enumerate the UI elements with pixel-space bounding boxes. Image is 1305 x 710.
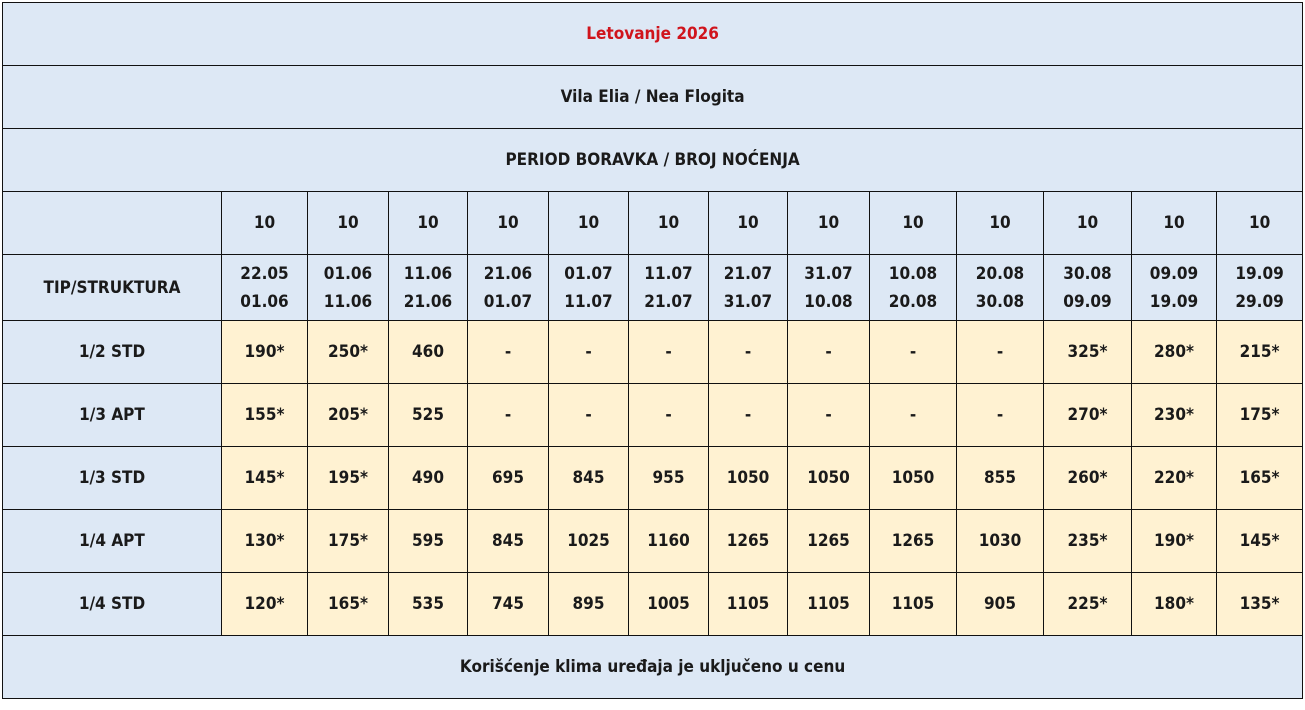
price-cell: - <box>549 384 629 447</box>
price-cell: 535 <box>389 573 468 636</box>
period-dates-cell <box>957 255 1044 321</box>
period-to: 21.06 <box>403 291 453 312</box>
footer-note: Korišćenje klima uređaja je uključeno u cenu <box>3 636 1303 699</box>
period-from: 01.07 <box>564 263 613 284</box>
price-cell: 745 <box>468 573 549 636</box>
price-cell: 695 <box>468 447 549 510</box>
period-dates-cell <box>1044 255 1132 321</box>
price-cell: 215* <box>1217 321 1303 384</box>
period-dates-cell <box>389 255 468 321</box>
nights-cell: 10 <box>629 192 709 255</box>
price-cell: 1265 <box>788 510 870 573</box>
price-cell: 905 <box>957 573 1044 636</box>
price-cell: 325* <box>1044 321 1132 384</box>
period-from: 19.09 <box>1235 263 1284 284</box>
price-cell: 220* <box>1132 447 1217 510</box>
period-to: 11.06 <box>323 291 373 312</box>
period-to: 19.09 <box>1149 291 1199 312</box>
period-from: 20.08 <box>975 263 1025 284</box>
price-cell: 190* <box>1132 510 1217 573</box>
dates-row <box>3 255 1303 321</box>
table-row <box>3 321 1303 384</box>
period-from: 10.08 <box>888 263 938 284</box>
price-cell: 1005 <box>629 573 709 636</box>
nights-cell: 10 <box>1044 192 1132 255</box>
nights-cell: 10 <box>389 192 468 255</box>
price-cell: 145* <box>1217 510 1303 573</box>
price-cell: 845 <box>468 510 549 573</box>
price-cell: - <box>709 321 788 384</box>
price-cell: 250* <box>308 321 389 384</box>
table-row <box>3 573 1303 636</box>
room-type-cell: 1/2 STD <box>3 321 222 384</box>
price-cell: 260* <box>1044 447 1132 510</box>
price-cell: - <box>957 384 1044 447</box>
price-cell: 145* <box>222 447 308 510</box>
price-cell: 175* <box>308 510 389 573</box>
price-cell: 180* <box>1132 573 1217 636</box>
price-cell: - <box>870 384 957 447</box>
nights-cell: 10 <box>788 192 870 255</box>
nights-row <box>3 192 1303 255</box>
period-to: 11.07 <box>564 291 613 312</box>
period-from: 22.05 <box>240 263 289 284</box>
period-from: 11.07 <box>644 263 693 284</box>
room-type-cell: 1/4 APT <box>3 510 222 573</box>
nights-cell: 10 <box>870 192 957 255</box>
period-to: 01.06 <box>240 291 289 312</box>
period-to: 10.08 <box>804 291 853 312</box>
hotel-name: Vila Elia / Nea Flogita <box>3 66 1303 129</box>
period-to: 30.08 <box>975 291 1025 312</box>
period-to: 01.07 <box>483 291 533 312</box>
price-cell: 280* <box>1132 321 1217 384</box>
nights-cell: 10 <box>957 192 1044 255</box>
price-cell: - <box>549 321 629 384</box>
period-dates-cell <box>468 255 549 321</box>
price-cell: - <box>468 384 549 447</box>
price-cell: 155* <box>222 384 308 447</box>
price-cell: 1105 <box>870 573 957 636</box>
price-cell: - <box>468 321 549 384</box>
price-cell: 1050 <box>870 447 957 510</box>
period-to: 20.08 <box>888 291 938 312</box>
price-cell: - <box>870 321 957 384</box>
price-cell: 165* <box>308 573 389 636</box>
price-cell: 1160 <box>629 510 709 573</box>
price-cell: 190* <box>222 321 308 384</box>
period-from: 09.09 <box>1149 263 1199 284</box>
period-from: 30.08 <box>1063 263 1112 284</box>
nights-cell: 10 <box>1217 192 1303 255</box>
price-cell: 135* <box>1217 573 1303 636</box>
period-from: 11.06 <box>403 263 453 284</box>
period-to: 09.09 <box>1063 291 1112 312</box>
period-dates-cell <box>308 255 389 321</box>
price-cell: - <box>629 321 709 384</box>
period-to: 29.09 <box>1235 291 1284 312</box>
price-table <box>2 2 1303 699</box>
nights-cell: 10 <box>1132 192 1217 255</box>
period-from: 21.06 <box>483 263 533 284</box>
price-cell: 855 <box>957 447 1044 510</box>
price-cell: 225* <box>1044 573 1132 636</box>
price-cell: 1265 <box>870 510 957 573</box>
period-dates-cell <box>1132 255 1217 321</box>
price-cell: - <box>957 321 1044 384</box>
price-cell: 845 <box>549 447 629 510</box>
blank-corner-cell <box>3 192 222 255</box>
period-to: 21.07 <box>644 291 693 312</box>
price-cell: 175* <box>1217 384 1303 447</box>
price-cell: 205* <box>308 384 389 447</box>
price-cell: - <box>709 384 788 447</box>
period-from: 01.06 <box>323 263 373 284</box>
price-cell: 525 <box>389 384 468 447</box>
price-cell: 235* <box>1044 510 1132 573</box>
price-cell: 1105 <box>788 573 870 636</box>
nights-cell: 10 <box>222 192 308 255</box>
price-cell: 165* <box>1217 447 1303 510</box>
price-cell: 955 <box>629 447 709 510</box>
period-header: PERIOD BORAVKA / BROJ NOĆENJA <box>3 129 1303 192</box>
price-cell: - <box>788 321 870 384</box>
price-cell: 1050 <box>788 447 870 510</box>
price-cell: 895 <box>549 573 629 636</box>
price-cell: - <box>788 384 870 447</box>
room-type-cell: 1/3 APT <box>3 384 222 447</box>
table-row <box>3 447 1303 510</box>
nights-cell: 10 <box>468 192 549 255</box>
period-dates-cell <box>709 255 788 321</box>
period-dates-cell <box>549 255 629 321</box>
period-from: 21.07 <box>723 263 773 284</box>
price-cell: 1265 <box>709 510 788 573</box>
price-cell: 1030 <box>957 510 1044 573</box>
price-cell: 120* <box>222 573 308 636</box>
period-from: 31.07 <box>804 263 853 284</box>
room-type-cell: 1/3 STD <box>3 447 222 510</box>
period-dates-cell <box>222 255 308 321</box>
table-title: Letovanje 2026 <box>3 3 1303 66</box>
type-header: TIP/STRUKTURA <box>3 255 222 321</box>
price-cell: 130* <box>222 510 308 573</box>
period-to: 31.07 <box>723 291 773 312</box>
price-cell: 490 <box>389 447 468 510</box>
price-cell: - <box>629 384 709 447</box>
nights-cell: 10 <box>709 192 788 255</box>
period-dates-cell <box>788 255 870 321</box>
price-cell: 460 <box>389 321 468 384</box>
price-cell: 270* <box>1044 384 1132 447</box>
period-dates-cell <box>870 255 957 321</box>
nights-cell: 10 <box>308 192 389 255</box>
period-dates-cell <box>1217 255 1303 321</box>
nights-cell: 10 <box>549 192 629 255</box>
table-row <box>3 510 1303 573</box>
price-cell: 595 <box>389 510 468 573</box>
period-dates-cell <box>629 255 709 321</box>
room-type-cell: 1/4 STD <box>3 573 222 636</box>
price-cell: 1025 <box>549 510 629 573</box>
price-cell: 1105 <box>709 573 788 636</box>
price-cell: 1050 <box>709 447 788 510</box>
price-cell: 230* <box>1132 384 1217 447</box>
price-cell: 195* <box>308 447 389 510</box>
table-row <box>3 384 1303 447</box>
